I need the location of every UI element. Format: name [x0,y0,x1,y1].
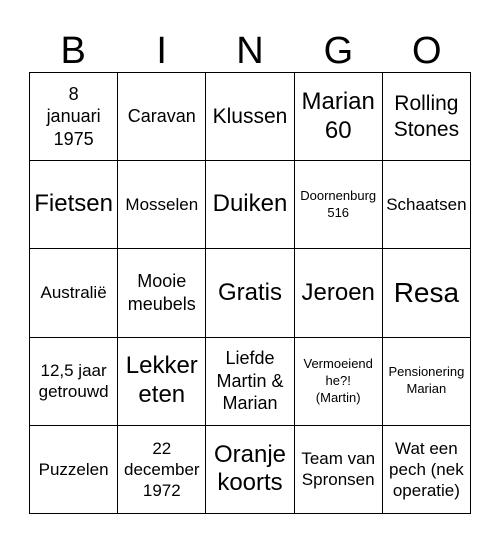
cell-label: 8 januari 1975 [46,83,101,149]
cell-label: 12,5 jaar getrouwd [38,360,109,402]
header-letter-b: B [60,30,86,72]
cell-label: Resa [393,276,460,308]
cell-label: Caravan [127,106,196,127]
cell-label: Pensionering Marian [388,364,465,397]
cell-label: Rolling Stones [393,92,460,141]
cell-label: Doornenburg 516 [300,187,377,220]
bingo-cell-r1-c1[interactable] [30,73,118,161]
cell-label: Oranje koorts [213,440,287,497]
cell-label: Gratis [217,278,282,306]
header-letter-n: N [236,30,264,72]
cell-label: Schaatsen [386,195,467,215]
cell-label: Team van Spronsen [301,449,376,490]
cell-label: Mosselen [125,195,199,215]
cell-label: 22 december 1972 [123,438,200,501]
bingo-cell-r2-c5[interactable] [383,161,471,249]
bingo-cell-r2-c4[interactable] [295,161,383,249]
bingo-cell-r5-c4[interactable] [295,426,383,514]
bingo-cell-r3-c4[interactable] [295,249,383,337]
header-letter-i: I [156,30,167,72]
bingo-cell-r3-c3[interactable] [206,249,294,337]
bingo-cell-r4-c5[interactable] [383,338,471,426]
header-letter-o: O [412,30,442,72]
cell-label: Australië [40,283,107,303]
bingo-cell-r4-c4[interactable] [295,338,383,426]
cell-label: Puzzelen [38,459,109,479]
bingo-cell-r4-c3[interactable] [206,338,294,426]
bingo-cell-r1-c4[interactable] [295,73,383,161]
cell-label: Mooie meubels [127,271,196,314]
cell-label: Klussen [212,105,288,128]
bingo-header [29,30,471,72]
bingo-cell-r5-c5[interactable] [383,426,471,514]
bingo-cell-r5-c3[interactable] [206,426,294,514]
cell-label: Lekker eten [125,352,198,409]
bingo-cell-r4-c2[interactable] [118,338,206,426]
bingo-cell-r3-c1[interactable] [30,249,118,337]
header-letter-g: G [323,30,354,72]
cell-label: Marian 60 [301,87,375,144]
cell-label: Fietsen [34,190,113,218]
bingo-cell-r4-c1[interactable] [30,338,118,426]
bingo-cell-r1-c3[interactable] [206,73,294,161]
bingo-cell-r2-c3[interactable] [206,161,294,249]
cell-label: Jeroen [301,278,375,306]
cell-label: Vermoeiend he?! (Martin) [303,355,373,405]
bingo-cell-r3-c2[interactable] [118,249,206,337]
cell-label: Liefde Martin & Marian [216,348,284,414]
bingo-cell-r5-c2[interactable] [118,426,206,514]
bingo-cell-r3-c5[interactable] [383,249,471,337]
bingo-cell-r2-c1[interactable] [30,161,118,249]
bingo-cell-r5-c1[interactable] [30,426,118,514]
bingo-board [29,72,471,514]
bingo-cell-r2-c2[interactable] [118,161,206,249]
cell-label: Duiken [212,190,288,218]
bingo-cell-r1-c2[interactable] [118,73,206,161]
bingo-cell-r1-c5[interactable] [383,73,471,161]
cell-label: Wat een pech (nek operatie) [389,438,464,501]
